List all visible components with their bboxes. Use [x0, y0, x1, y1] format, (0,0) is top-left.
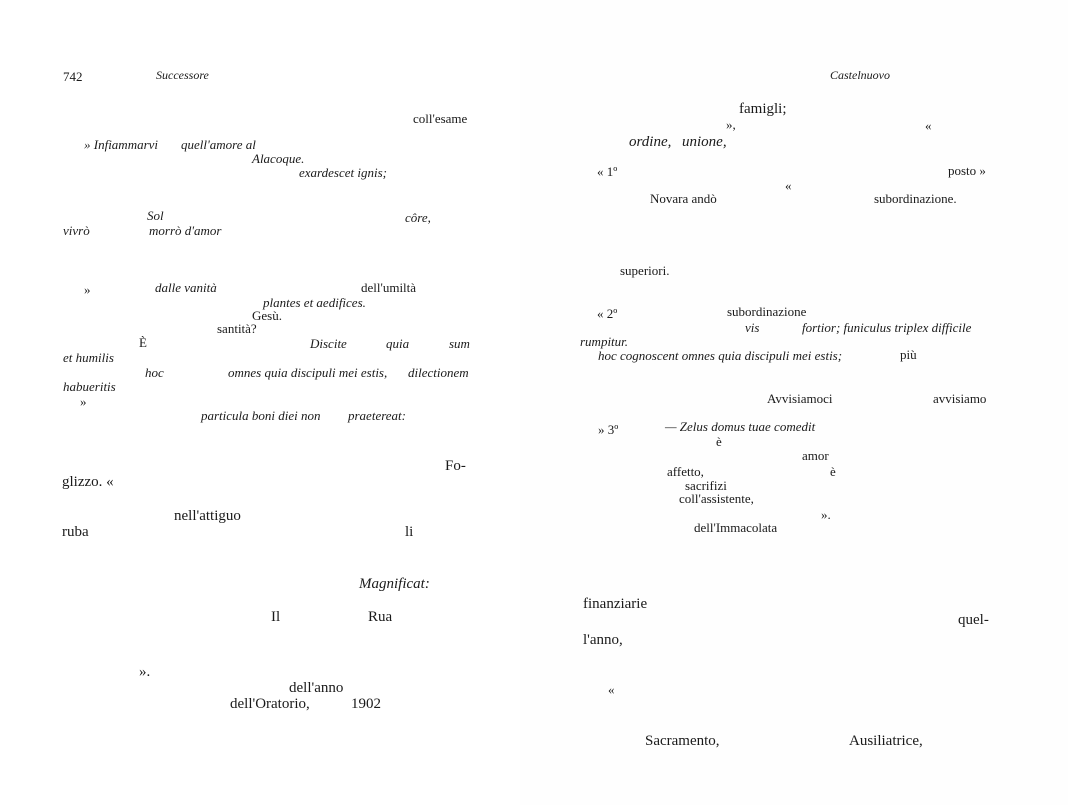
text-fragment: sum	[449, 336, 470, 351]
text-fragment: quel-	[958, 612, 989, 628]
text-fragment: avvisiamo	[933, 391, 987, 406]
text-fragment: Sacramento,	[645, 733, 720, 749]
running-head: Castelnuovo	[830, 68, 890, 82]
text-fragment: omnes quia discipuli mei estis,	[228, 365, 388, 380]
text-fragment: « 2º	[597, 306, 618, 321]
text-fragment: »	[84, 282, 91, 297]
text-fragment: particula boni diei non	[201, 408, 321, 423]
text-fragment: subordinazione.	[874, 191, 957, 206]
text-fragment: habueritis	[63, 379, 116, 394]
text-fragment: Novara andò	[650, 191, 717, 206]
text-fragment: sacrifizi	[685, 478, 727, 493]
text-fragment: Gesù.	[252, 308, 282, 323]
text-fragment: 1902	[351, 696, 381, 712]
text-fragment: più	[900, 347, 917, 362]
text-fragment: unione,	[682, 134, 727, 150]
text-fragment: amor	[802, 448, 829, 463]
text-fragment: Rua	[368, 609, 393, 625]
text-fragment: Avvisiamoci	[767, 391, 833, 406]
text-fragment: »	[80, 394, 87, 409]
text-fragment: vivrò	[63, 223, 90, 238]
page-number: 742	[63, 69, 83, 84]
text-fragment: hoc	[145, 365, 164, 380]
text-fragment: morrò d'amor	[149, 223, 222, 238]
text-fragment: glizzo. «	[62, 474, 114, 490]
text-fragment: è	[716, 434, 722, 449]
text-fragment: ordine,	[629, 134, 672, 150]
text-fragment: « 1º	[597, 164, 618, 179]
text-fragment: dell'Immacolata	[694, 520, 778, 535]
right-page	[520, 0, 1068, 805]
text-fragment: » Infiammarvi	[84, 137, 159, 152]
text-fragment: ».	[139, 664, 151, 680]
text-fragment: exardescet ignis;	[299, 165, 387, 180]
text-fragment: l'anno,	[583, 632, 623, 648]
text-fragment: finanziarie	[583, 596, 648, 612]
text-fragment: Magnificat:	[359, 576, 430, 592]
text-fragment: «	[925, 118, 932, 133]
text-fragment: plantes et aedifices.	[263, 295, 366, 310]
text-fragment: »,	[726, 117, 736, 132]
text-fragment: famigli;	[739, 101, 787, 117]
text-fragment: subordinazione	[727, 304, 807, 319]
text-fragment: dilectionem	[408, 365, 469, 380]
text-fragment: ».	[821, 507, 831, 522]
text-fragment: affetto,	[667, 464, 704, 479]
text-fragment: è	[830, 464, 836, 479]
text-fragment: li	[405, 524, 414, 540]
left-page	[0, 0, 520, 805]
text-fragment: nell'attiguo	[174, 508, 241, 524]
text-fragment: dalle vanità	[155, 280, 217, 295]
text-fragment: coll'assistente,	[679, 491, 754, 506]
text-fragment: » 3º	[598, 422, 619, 437]
text-fragment: — Zelus domus tuae comedit	[665, 419, 816, 434]
text-fragment: côre,	[405, 210, 431, 225]
text-fragment: posto »	[948, 163, 986, 178]
text-fragment: et humilis	[63, 350, 114, 365]
text-fragment: ruba	[62, 524, 89, 540]
text-fragment: hoc cognoscent omnes quia discipuli mei estis;	[598, 348, 843, 363]
text-fragment: Alacoque.	[252, 151, 305, 166]
text-fragment: Il	[271, 609, 281, 625]
text-fragment: vis	[745, 320, 760, 335]
text-fragment: superiori.	[620, 263, 670, 278]
text-fragment: santità?	[217, 321, 257, 336]
text-fragment: quia	[386, 336, 410, 351]
text-fragment: Discite	[310, 336, 347, 351]
text-fragment: «	[608, 682, 615, 697]
text-fragment: praetereat:	[348, 408, 406, 423]
text-fragment: coll'esame	[413, 111, 468, 126]
text-fragment: fortior; funiculus triplex difficile	[802, 320, 972, 335]
text-fragment: quell'amore al	[181, 137, 256, 152]
text-fragment: Fo-	[445, 458, 466, 474]
text-fragment: rumpitur.	[580, 334, 629, 349]
text-fragment: dell'Oratorio,	[230, 696, 310, 712]
text-fragment: Ausiliatrice,	[849, 733, 923, 749]
text-fragment: dell'umiltà	[361, 280, 417, 295]
text-fragment: Sol	[147, 208, 164, 223]
running-head: Successore	[156, 68, 209, 82]
text-fragment: «	[785, 178, 792, 193]
text-fragment: dell'anno	[289, 680, 344, 696]
text-fragment: È	[139, 335, 147, 350]
